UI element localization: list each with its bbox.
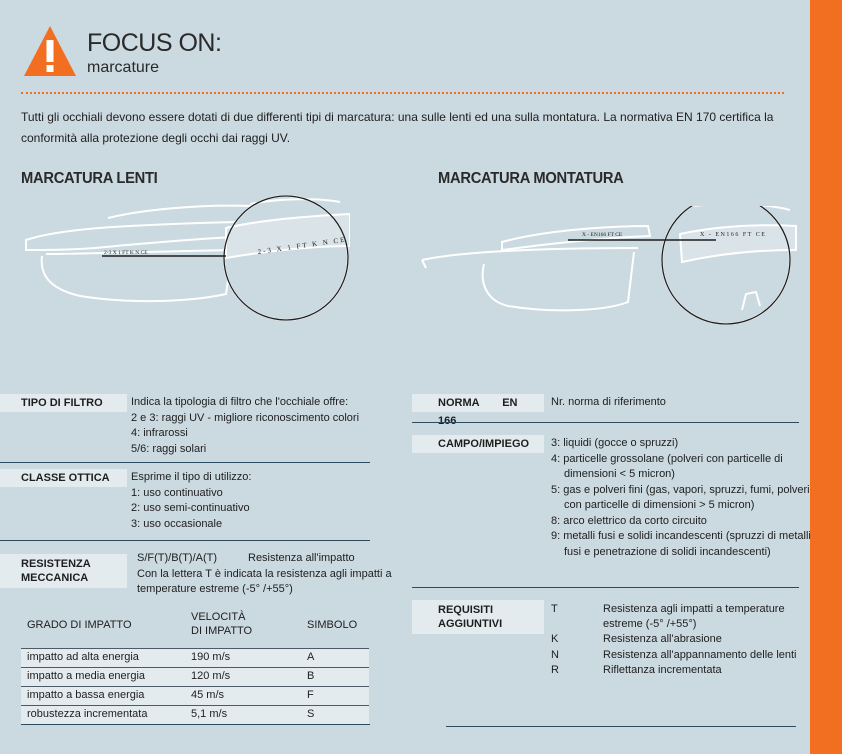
table-header bbox=[21, 608, 369, 649]
requisito-code: K bbox=[551, 633, 559, 645]
label-norma-text: NORMA bbox=[438, 397, 480, 409]
table-row bbox=[21, 687, 369, 706]
requisito-code: R bbox=[551, 664, 559, 676]
header-grado: GRADO DI IMPATTO bbox=[27, 619, 132, 631]
label-campo-impiego bbox=[412, 435, 544, 453]
divider bbox=[446, 726, 796, 727]
header-simbolo: SIMBOLO bbox=[307, 619, 358, 631]
warning-icon bbox=[22, 24, 78, 78]
label-tipo-filtro bbox=[0, 394, 127, 412]
desc-classe-ottica bbox=[131, 470, 251, 532]
norma-value: EN 166 bbox=[438, 397, 518, 427]
desc-norma: Nr. norma di riferimento bbox=[551, 396, 666, 408]
label-meccanica-text: MECCANICA bbox=[21, 572, 89, 584]
label-resistenza bbox=[0, 554, 127, 588]
divider bbox=[0, 540, 370, 541]
campo-line: 5: gas e polveri fini (gas, vapori, spruzzi, fumi, polveri bbox=[551, 483, 810, 496]
page-subtitle: marcature bbox=[87, 59, 160, 76]
section-title-lenti: MARCATURA LENTI bbox=[21, 170, 158, 187]
section-title-montatura: MARCATURA MONTATURA bbox=[438, 170, 624, 187]
classe-ottica-line: 1: uso continuativo bbox=[131, 486, 223, 499]
cell-simbolo: A bbox=[307, 651, 315, 663]
resistenza-line: Con la lettera T è indicata la resistenza agli impatti a bbox=[137, 568, 392, 580]
campo-line: 9: metalli fusi e solidi incandescenti (spruzzi di metalli bbox=[551, 530, 811, 542]
campo-line: dimensioni < 5 micron) bbox=[564, 468, 675, 480]
label-requisiti bbox=[412, 600, 544, 634]
desc-campo bbox=[551, 436, 811, 560]
requisito-code: T bbox=[551, 603, 558, 615]
divider bbox=[0, 462, 370, 463]
requisito-desc: Resistenza agli impatti a temperature bbox=[603, 603, 785, 615]
cell-simbolo: S bbox=[307, 708, 315, 720]
tipo-filtro-line: Indica la tipologia di filtro che l'occhiale offre: bbox=[131, 396, 349, 408]
frame-marking-zoom-text: X - EN166 FT CE bbox=[700, 232, 767, 238]
cell-grado: impatto ad alta energia bbox=[27, 651, 139, 663]
cell-velocita: 5,1 m/s bbox=[191, 708, 228, 720]
requisito-desc: Resistenza all'appannamento delle lenti bbox=[603, 649, 797, 661]
divider bbox=[21, 724, 370, 725]
table-row bbox=[21, 706, 369, 725]
cell-velocita: 45 m/s bbox=[191, 689, 225, 701]
tipo-filtro-line: 2 e 3: raggi UV - migliore riconoscimento colori bbox=[131, 411, 360, 424]
label-classe-ottica bbox=[0, 469, 127, 487]
resistenza-code-desc: Resistenza all'impatto bbox=[248, 552, 355, 564]
cell-simbolo: B bbox=[307, 670, 315, 682]
cell-velocita: 190 m/s bbox=[191, 651, 231, 663]
intro-text: Tutti gli occhiali devono essere dotati di due differenti tipi di marcatura: una sulle lenti ed una sulla montatura. La normativa EN 170 certifica la conformità alla protezione degli occhi dai raggi UV. bbox=[21, 110, 774, 145]
requisito-desc: Resistenza all'abrasione bbox=[603, 633, 722, 645]
tipo-filtro-line: 4: infrarossi bbox=[131, 427, 188, 439]
lens-marking-text: 2-3 X 1 FT K N CE bbox=[104, 250, 148, 256]
impact-table bbox=[21, 608, 369, 725]
divider bbox=[412, 587, 799, 588]
label-norma bbox=[412, 394, 544, 427]
label-requisiti-text: REQUISITI bbox=[438, 604, 494, 616]
divider bbox=[412, 422, 799, 423]
header-velocita-2: DI IMPATTO bbox=[191, 625, 253, 637]
lens-marking-illustration bbox=[20, 192, 350, 332]
classe-ottica-line: Esprime il tipo di utilizzo: bbox=[131, 471, 252, 483]
resistenza-code: S/F(T)/B(T)/A(T) bbox=[137, 552, 218, 564]
campo-line: 8: arco elettrico da corto circuito bbox=[551, 514, 707, 527]
table-row bbox=[21, 668, 369, 687]
tipo-filtro-line: 5/6: raggi solari bbox=[131, 442, 207, 455]
label-classe-ottica-text: CLASSE OTTICA bbox=[21, 472, 110, 484]
cell-simbolo: F bbox=[307, 689, 314, 701]
label-resistenza-text: RESISTENZA bbox=[21, 558, 91, 570]
classe-ottica-line: 2: uso semi-continuativo bbox=[131, 502, 250, 514]
cell-velocita: 120 m/s bbox=[191, 670, 231, 682]
campo-line: 3: liquidi (gocce o spruzzi) bbox=[551, 437, 679, 449]
cell-grado: impatto a media energia bbox=[27, 670, 146, 682]
label-tipo-filtro-text: TIPO DI FILTRO bbox=[21, 397, 103, 409]
table-row bbox=[21, 649, 369, 668]
requisito-desc: Riflettanza incrementata bbox=[603, 664, 722, 676]
classe-ottica-line: 3: uso occasionale bbox=[131, 517, 223, 530]
page-title: FOCUS ON: bbox=[87, 29, 222, 57]
cell-grado: impatto a bassa energia bbox=[27, 689, 145, 701]
orange-side-bar bbox=[810, 0, 842, 754]
campo-line: fusi e penetrazione di solidi incandescenti) bbox=[564, 545, 771, 558]
campo-line: 4: particelle grossolane (polveri con particelle di bbox=[551, 452, 783, 465]
lens-marking-zoom-text: 2-3 X 1 FT K N CE bbox=[257, 235, 347, 256]
label-aggiuntivi-text: AGGIUNTIVI bbox=[438, 618, 503, 630]
desc-tipo-filtro bbox=[131, 395, 359, 457]
cell-grado: robustezza incrementata bbox=[27, 708, 148, 720]
frame-marking-illustration bbox=[418, 206, 798, 326]
divider bbox=[21, 92, 784, 94]
header-velocita: VELOCITÀ bbox=[191, 611, 246, 623]
label-campo-text: CAMPO/IMPIEGO bbox=[438, 438, 530, 450]
frame-marking-text: X - EN166 FT CE bbox=[582, 232, 623, 238]
requisito-code: N bbox=[551, 649, 559, 661]
resistenza-line: temperature estreme (-5° /+55°) bbox=[137, 583, 293, 595]
requisito-desc: estreme (-5° /+55°) bbox=[603, 618, 697, 630]
campo-line: con particelle di dimensioni > 5 micron) bbox=[564, 499, 755, 511]
